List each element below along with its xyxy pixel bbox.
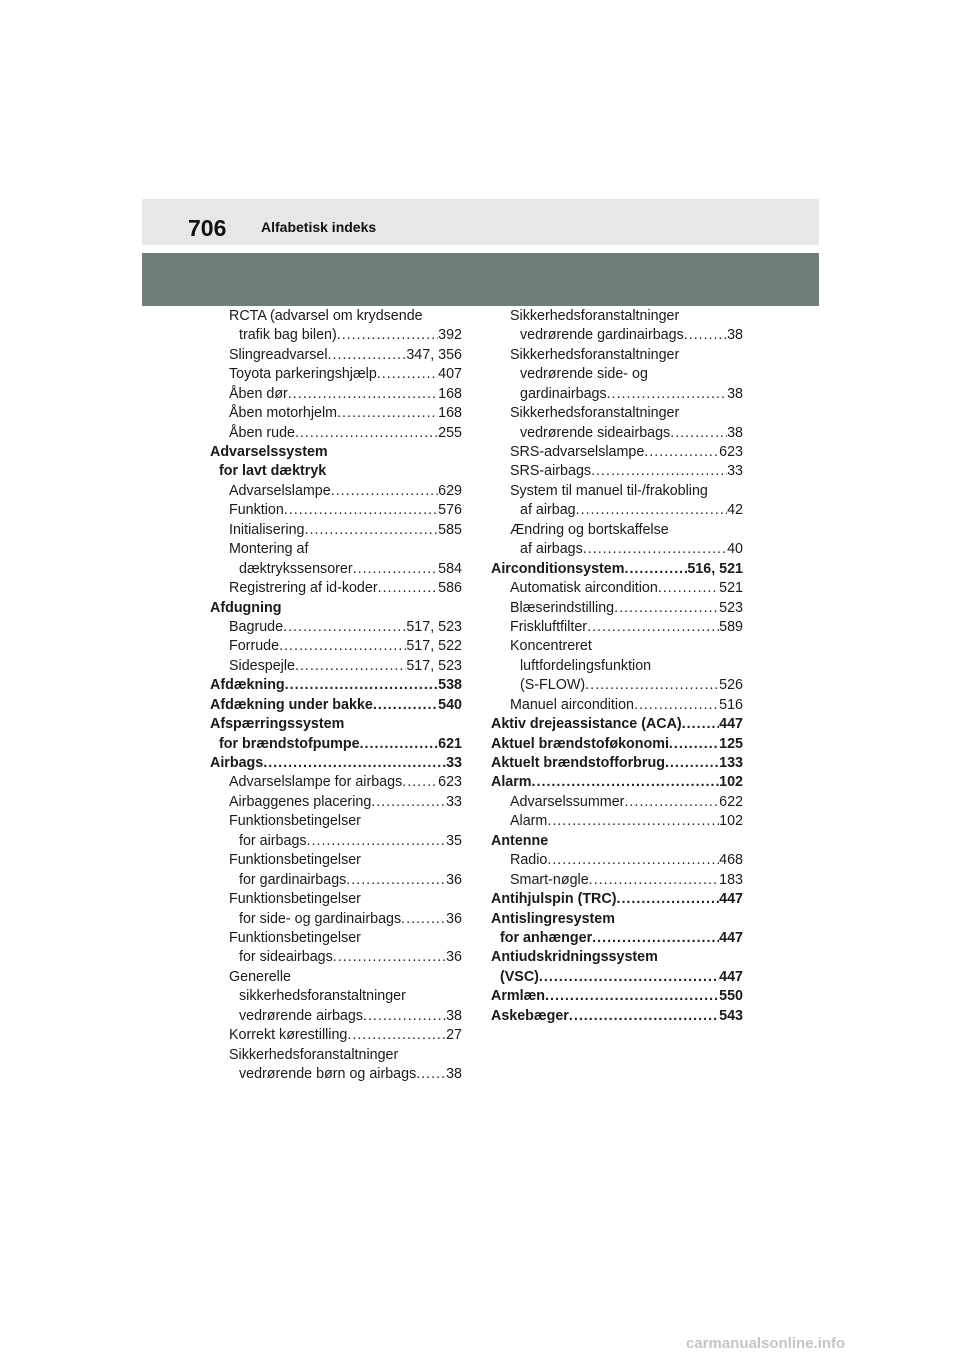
index-entry-page: 586 (438, 580, 462, 597)
index-entry (210, 774, 462, 793)
dot-leader (337, 404, 438, 423)
dot-leader (591, 463, 727, 482)
index-entry (210, 560, 462, 579)
index-entry-page: 255 (438, 424, 462, 441)
dot-leader (346, 871, 446, 890)
index-entry-term: Advarselslampe for airbags (229, 774, 403, 791)
index-entry (491, 307, 743, 326)
dot-leader (624, 793, 719, 812)
index-entry (210, 346, 462, 365)
index-entry (491, 346, 743, 365)
index-entry-term: Friskluftfilter (510, 618, 588, 635)
index-entry (491, 618, 743, 637)
index-entry-term: vedrørende sideairbags (520, 424, 671, 441)
index-entry-term: vedrørende børn og airbags (239, 1066, 417, 1083)
index-entry-term: vedrørende airbags (239, 1007, 363, 1024)
index-entry-page: 517, 522 (406, 638, 462, 655)
index-entry-term: vedrørende gardinairbags (520, 327, 684, 344)
index-entry (210, 754, 462, 773)
dot-leader (402, 774, 438, 793)
index-entry (491, 365, 743, 384)
index-entry-page: 27 (446, 1027, 462, 1044)
index-entry (491, 793, 743, 812)
index-entry-term: Alarm (491, 774, 532, 791)
index-entry-term: for side- og gardinairbags (239, 910, 402, 927)
dot-leader (401, 910, 446, 929)
index-entry-page: 102 (719, 813, 743, 830)
index-entry (491, 482, 743, 501)
index-entry-page: 584 (438, 560, 462, 577)
index-entry-term: RCTA (advarsel om krydsende (229, 307, 423, 324)
dot-leader (587, 618, 719, 637)
index-entry (491, 774, 743, 793)
dot-leader (624, 560, 687, 579)
dot-leader (583, 540, 727, 559)
index-entry-term: Forrude (229, 638, 280, 655)
index-entry (210, 443, 462, 462)
index-entry-page: 38 (446, 1066, 462, 1083)
index-entry (491, 560, 743, 579)
index-entry (491, 521, 743, 540)
index-entry (210, 676, 462, 695)
dot-leader (331, 482, 438, 501)
index-entry-page: 183 (719, 871, 743, 888)
dot-leader (283, 618, 406, 637)
index-entry (491, 463, 743, 482)
index-entry-term: vedrørende side- og (520, 366, 648, 383)
index-entry-term: Initialisering (229, 521, 305, 538)
dot-leader (360, 735, 439, 754)
index-entry (210, 1026, 462, 1045)
index-column-left (210, 307, 462, 1085)
index-entry (210, 851, 462, 870)
index-entry-page: 102 (719, 774, 743, 791)
index-entry-term: Afspærringssystem (210, 716, 345, 733)
index-entry-page: 516 (719, 696, 743, 713)
index-entry (491, 443, 743, 462)
index-entry-page: 40 (727, 541, 743, 558)
index-entry-term: Funktionsbetingelser (229, 891, 361, 908)
index-entry (491, 579, 743, 598)
index-entry-term: Sidespejle (229, 657, 295, 674)
index-entry-term: Afdækning under bakke (210, 696, 373, 713)
index-entry (491, 326, 743, 345)
dot-leader (614, 599, 719, 618)
index-entry-term: Registrering af id-koder (229, 580, 378, 597)
dot-leader (545, 987, 719, 1006)
index-entry-term: (VSC) (500, 968, 539, 985)
dot-leader (607, 385, 727, 404)
index-entry-page: 585 (438, 521, 462, 538)
index-entry (210, 696, 462, 715)
index-entry (491, 1007, 743, 1026)
dot-leader (295, 657, 406, 676)
index-entry-page: 622 (719, 793, 743, 810)
dot-leader (295, 424, 438, 443)
index-entry (210, 463, 462, 482)
index-entry (491, 871, 743, 890)
index-entry-page: 38 (446, 1007, 462, 1024)
dot-leader (569, 1007, 719, 1026)
dot-leader (263, 754, 446, 773)
index-entry-term: gardinairbags (520, 385, 607, 402)
index-entry-page: 168 (438, 385, 462, 402)
index-column-right (491, 307, 743, 1026)
index-entry-page: 447 (719, 968, 743, 985)
index-entry-term: Bagrude (229, 618, 284, 635)
index-entry-term: for gardinairbags (239, 871, 347, 888)
index-entry (491, 948, 743, 967)
index-entry (491, 696, 743, 715)
dot-leader (307, 832, 447, 851)
index-entry-term: for brændstofpumpe (219, 735, 360, 752)
index-entry-page: 33 (727, 463, 743, 480)
index-entry-term: Montering af (229, 541, 309, 558)
index-entry-term: Funktion (229, 502, 284, 519)
index-entry-term: Manuel aircondition (510, 696, 634, 713)
dot-leader (285, 676, 438, 695)
index-entry-term: Antiudskridningssystem (491, 949, 658, 966)
dot-leader (539, 968, 719, 987)
index-entry-page: 42 (727, 502, 743, 519)
index-entry-term: Koncentreret (510, 638, 592, 655)
dot-leader (416, 1065, 446, 1084)
index-entry-term: Åben rude (229, 424, 295, 441)
index-entry (491, 929, 743, 948)
index-entry-page: 347, 356 (406, 346, 462, 363)
index-entry-term: Sikkerhedsforanstaltninger (510, 346, 680, 363)
dot-leader (670, 424, 727, 443)
index-entry-page: 36 (446, 910, 462, 927)
dot-leader (305, 521, 439, 540)
index-entry-page: 447 (719, 929, 743, 946)
index-entry (491, 715, 743, 734)
dot-leader (328, 346, 407, 365)
index-entry-term: Åben motorhjelm (229, 405, 338, 422)
dot-leader (532, 774, 720, 793)
index-entry (491, 832, 743, 851)
dot-leader (373, 696, 438, 715)
index-entry-term: Åben dør (229, 385, 288, 402)
index-entry-term: for lavt dæktryk (219, 463, 327, 480)
dot-leader (547, 851, 719, 870)
dot-leader (644, 443, 719, 462)
index-entry-term: Antislingresystem (491, 910, 615, 927)
dot-leader (347, 1026, 446, 1045)
index-entry-term: trafik bag bilen) (239, 327, 337, 344)
index-entry-term: Airconditionsystem (491, 560, 625, 577)
section-title: Alfabetisk indeks (261, 219, 377, 235)
index-entry (210, 540, 462, 559)
index-entry-term: dæktrykssensorer (239, 560, 353, 577)
index-entry (210, 832, 462, 851)
dot-leader (585, 676, 719, 695)
index-entry-page: 447 (719, 891, 743, 908)
dot-leader (353, 560, 439, 579)
index-entry (210, 365, 462, 384)
index-entry (210, 890, 462, 909)
index-entry-term: Radio (510, 852, 548, 869)
page-header (142, 199, 819, 245)
index-entry (491, 968, 743, 987)
index-entry-term: (S-FLOW) (520, 677, 586, 694)
index-entry-term: Blæserindstilling (510, 599, 615, 616)
index-entry-term: Armlæn (491, 988, 546, 1005)
index-entry-term: sikkerhedsforanstaltninger (239, 988, 406, 1005)
index-entry-term: Airbaggenes placering (229, 793, 372, 810)
dot-leader (576, 501, 727, 520)
index-entry-page: 521 (719, 580, 743, 597)
index-entry-page: 468 (719, 852, 743, 869)
index-entry (210, 968, 462, 987)
dot-leader (371, 793, 446, 812)
dot-leader (547, 812, 719, 831)
index-entry (210, 948, 462, 967)
index-entry (210, 715, 462, 734)
index-entry-page: 543 (719, 1007, 743, 1024)
index-entry (210, 793, 462, 812)
dot-leader (337, 326, 438, 345)
index-entry (491, 424, 743, 443)
index-entry-term: Aktuel brændstoføkonomi (491, 735, 669, 752)
index-entry (210, 1046, 462, 1065)
index-entry-term: Automatisk aircondition (510, 580, 658, 597)
index-entry-term: Korrekt kørestilling (229, 1027, 348, 1044)
index-entry-term: Advarselslampe (229, 482, 331, 499)
index-entry (210, 1065, 462, 1084)
index-entry-page: 629 (438, 482, 462, 499)
index-entry (491, 540, 743, 559)
index-entry-page: 526 (719, 677, 743, 694)
dot-leader (288, 385, 438, 404)
index-entry (491, 910, 743, 929)
index-entry-page: 623 (438, 774, 462, 791)
index-entry (210, 482, 462, 501)
index-entry-term: System til manuel til-/frakobling (510, 482, 708, 499)
index-entry (210, 326, 462, 345)
index-entry-page: 392 (438, 327, 462, 344)
index-entry (210, 385, 462, 404)
index-entry (210, 404, 462, 423)
index-entry (210, 307, 462, 326)
index-entry-page: 35 (446, 832, 462, 849)
header-band (142, 253, 819, 306)
index-entry-page: 621 (438, 735, 462, 752)
index-entry-term: Alarm (510, 813, 548, 830)
index-entry (210, 929, 462, 948)
index-entry (491, 599, 743, 618)
index-entry-page: 589 (719, 618, 743, 635)
index-entry-page: 168 (438, 405, 462, 422)
index-entry-page: 517, 523 (406, 618, 462, 635)
index-entry-term: Ændring og bortskaffelse (510, 521, 669, 538)
index-entry-term: Askebæger (491, 1007, 569, 1024)
index-entry-term: Afdækning (210, 677, 285, 694)
index-entry-term: Sikkerhedsforanstaltninger (510, 307, 680, 324)
index-entry-term: luftfordelingsfunktion (520, 657, 652, 674)
dot-leader (363, 1007, 446, 1026)
index-entry-page: 33 (446, 793, 462, 810)
index-entry (210, 599, 462, 618)
index-entry (210, 812, 462, 831)
dot-leader (684, 326, 727, 345)
index-entry (210, 637, 462, 656)
index-entry-page: 550 (719, 988, 743, 1005)
index-entry-page: 540 (438, 696, 462, 713)
index-entry-term: Sikkerhedsforanstaltninger (510, 405, 680, 422)
index-entry-page: 38 (727, 424, 743, 441)
index-entry-term: af airbags (520, 541, 583, 558)
index-entry-term: Toyota parkeringshjælp (229, 366, 377, 383)
index-entry-page: 125 (719, 735, 743, 752)
dot-leader (378, 579, 439, 598)
index-entry-page: 38 (727, 385, 743, 402)
index-entry-term: Advarselssummer (510, 793, 625, 810)
index-entry-term: Funktionsbetingelser (229, 813, 361, 830)
index-entry-page: 38 (727, 327, 743, 344)
index-entry (210, 657, 462, 676)
index-entry-term: Afdugning (210, 599, 282, 616)
index-entry-term: af airbag (520, 502, 576, 519)
index-entry-page: 36 (446, 949, 462, 966)
dot-leader (634, 696, 719, 715)
index-entry (491, 501, 743, 520)
index-entry-page: 623 (719, 444, 743, 461)
index-entry (491, 851, 743, 870)
index-entry-term: Funktionsbetingelser (229, 929, 361, 946)
index-entry (491, 812, 743, 831)
dot-leader (279, 637, 406, 656)
index-entry-term: Funktionsbetingelser (229, 852, 361, 869)
index-entry (491, 890, 743, 909)
index-entry-page: 33 (446, 755, 462, 772)
index-entry (210, 521, 462, 540)
index-entry (491, 637, 743, 656)
index-entry-page: 576 (438, 502, 462, 519)
index-entry (491, 404, 743, 423)
index-entry (210, 735, 462, 754)
index-entry (210, 987, 462, 1006)
dot-leader (592, 929, 719, 948)
page-number: 706 (188, 215, 227, 241)
index-entry-term: Smart-nøgle (510, 871, 589, 888)
index-entry-term: for sideairbags (239, 949, 333, 966)
dot-leader (616, 890, 719, 909)
index-entry (491, 657, 743, 676)
index-entry (491, 754, 743, 773)
watermark: carmanualsonline.info (686, 1335, 846, 1352)
dot-leader (377, 365, 438, 384)
index-entry-page: 36 (446, 871, 462, 888)
index-entry (491, 735, 743, 754)
index-entry (491, 385, 743, 404)
index-entry-page: 523 (719, 599, 743, 616)
index-entry-term: for anhænger (500, 929, 593, 946)
index-entry-page: 516, 521 (687, 560, 743, 577)
index-entry-term: Sikkerhedsforanstaltninger (229, 1046, 399, 1063)
index-entry-term: Generelle (229, 968, 291, 985)
index-entry-page: 407 (438, 366, 462, 383)
index-entry (491, 987, 743, 1006)
index-entry (491, 676, 743, 695)
index-entry (210, 579, 462, 598)
index-entry-term: Slingreadvarsel (229, 346, 328, 363)
index-entry (210, 618, 462, 637)
index-entry (210, 910, 462, 929)
dot-leader (665, 754, 719, 773)
dot-leader (284, 501, 438, 520)
index-entry-term: Antenne (491, 832, 549, 849)
index-entry (210, 501, 462, 520)
index-entry-term: SRS-advarselslampe (510, 444, 645, 461)
index-entry-term: Aktiv drejeassistance (ACA) (491, 716, 682, 733)
index-entry-page: 517, 523 (406, 657, 462, 674)
index-entry (210, 424, 462, 443)
index-entry-term: for airbags (239, 832, 307, 849)
index-entry-page: 538 (438, 677, 462, 694)
index-entry-page: 133 (719, 755, 743, 772)
dot-leader (333, 948, 446, 967)
index-entry-term: Antihjulspin (TRC) (491, 891, 617, 908)
dot-leader (682, 715, 719, 734)
index-entry-term: SRS-airbags (510, 463, 592, 480)
index-entry-page: 447 (719, 716, 743, 733)
index-entry-term: Advarselssystem (210, 444, 328, 461)
index-entry (210, 1007, 462, 1026)
index-entry-term: Airbags (210, 755, 264, 772)
index-entry (210, 871, 462, 890)
dot-leader (658, 579, 719, 598)
index-entry-term: Aktuelt brændstofforbrug (491, 755, 665, 772)
dot-leader (589, 871, 719, 890)
dot-leader (669, 735, 719, 754)
